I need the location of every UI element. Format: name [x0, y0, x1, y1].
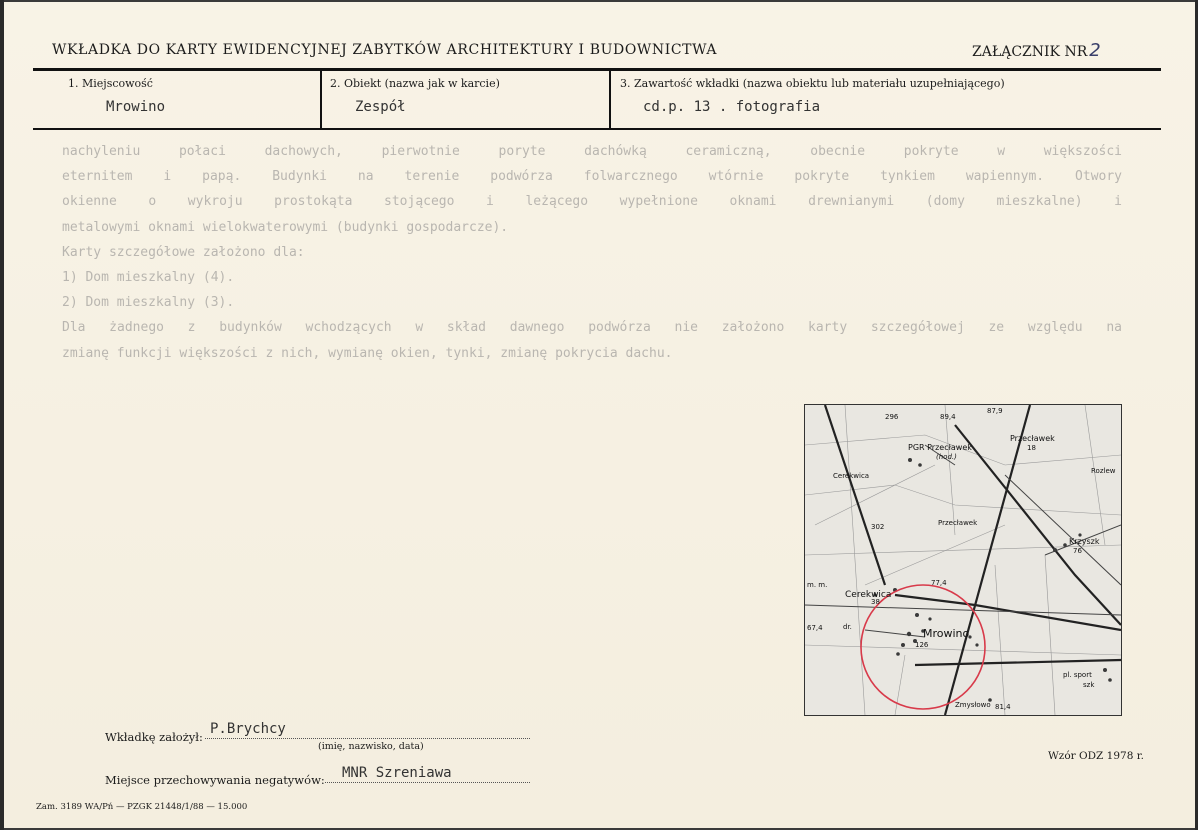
- body-line: Dla żadnego z budynków wchodzących w skład dawnego podwórza nie założono karty szczegółowej ze względu na: [62, 320, 1122, 336]
- body-line: nachyleniu połaci dachowych, pierwotnie poryte dachówką ceramiczną, obecnie pokryte w większości: [62, 144, 1122, 159]
- map-label-89: 89,4: [940, 413, 956, 421]
- map-label-szk: szk: [1083, 681, 1095, 689]
- map-label-plsport: pl. sport: [1063, 671, 1092, 679]
- map-label-przeclawek-mid: Przecławek: [938, 519, 978, 527]
- field-1-label: 1. Miejscowość: [68, 77, 153, 90]
- body-line: eternitem i papą. Budynki na terenie podwórza folwarcznego wtórnie pokryte tynkiem wapiennym. Otwory: [62, 169, 1122, 185]
- body-line: okienne o wykroju prostokąta stojącego i leżącego wypełnione oknami drewnianymi (domy mieszkalne) i: [62, 194, 1122, 210]
- border-top: [0, 0, 1198, 2]
- location-map: [804, 404, 1122, 716]
- map-label-mrowino-num: 126: [915, 641, 929, 649]
- map-label-przeclawek-num: 18: [1027, 444, 1036, 452]
- border-left: [0, 0, 4, 830]
- map-label-cerekwica: Cerekwica: [845, 590, 892, 600]
- signature-sublabel: (imię, nazwisko, data): [318, 741, 424, 752]
- map-label-mrowino: Mrowino: [923, 627, 970, 640]
- map-label-38: 38: [871, 598, 880, 606]
- map-label-81: 81,4: [995, 703, 1011, 711]
- map-label-pgr: PGR Przecławek: [908, 443, 972, 452]
- annex-label: [972, 40, 1101, 61]
- map-label-krzyszk: Krzyszk: [1069, 537, 1100, 546]
- column-divider-1: [320, 71, 322, 128]
- storage-line: [325, 782, 530, 783]
- header-rule-top: [33, 68, 1161, 71]
- body-line: 2) Dom mieszkalny (3).: [62, 295, 235, 311]
- map-drawing: [805, 405, 1121, 715]
- storage-label: Miejsce przechowywania negatywów:: [105, 773, 325, 787]
- map-label-774: 77,4: [931, 579, 947, 587]
- body-line: 1) Dom mieszkalny (4).: [62, 270, 235, 286]
- field-3-value: cd.p. 13 . fotografia: [643, 99, 821, 115]
- field-2-label: 2. Obiekt (nazwa jak w karcie): [330, 77, 500, 90]
- signature-line: [205, 738, 530, 739]
- field-3-label: 3. Zawartość wkładki (nazwa obiektu lub materiału uzupełniającego): [620, 77, 1005, 90]
- map-label-cerekwica-small: Cerekwica: [833, 472, 870, 480]
- map-label-87: 87,9: [987, 407, 1003, 415]
- header-rule-bottom: [33, 128, 1161, 130]
- description-text: [62, 139, 1122, 366]
- body-line: Karty szczegółowe założono dla:: [62, 244, 305, 260]
- map-label-674: 67,4: [807, 624, 823, 632]
- field-1-value: Mrowino: [106, 99, 166, 115]
- annex-label-text: ZAŁĄCZNIK NR: [972, 44, 1088, 60]
- field-2-value: Zespół: [355, 99, 406, 115]
- column-divider-2: [609, 71, 611, 128]
- map-label-dr: dr.: [843, 623, 852, 631]
- signature-value: P.Brychcy: [210, 721, 286, 737]
- form-title: WKŁADKA DO KARTY EWIDENCYJNEJ ZABYTKÓW ARCHITEKTURY I BUDOWNICTWA: [52, 42, 718, 58]
- map-label-przeclawek: Przecławek: [1010, 434, 1055, 443]
- print-footer: Zam. 3189 WA/Pń — PZGK 21448/1/88 — 15.000: [36, 802, 248, 812]
- settlements: [873, 458, 1111, 702]
- map-label-mm: m. m.: [807, 581, 828, 589]
- storage-value: MNR Szreniawa: [342, 765, 452, 781]
- annex-number: 2: [1089, 40, 1101, 61]
- map-label-296: 296: [885, 413, 899, 421]
- map-label-hod: (hod.): [936, 453, 957, 461]
- body-line: zmianę funkcji większości z nich, wymianę okien, tynki, zmianę pokrycia dachu.: [62, 345, 673, 361]
- map-label-rozlew: Rozlew: [1091, 467, 1116, 475]
- form-pattern: Wzór ODZ 1978 r.: [1048, 750, 1144, 762]
- map-label-302: 302: [871, 523, 885, 531]
- signature-label: Wkładkę założył:: [105, 730, 203, 744]
- map-label-zmyslowo: Zmysłowo: [955, 701, 991, 709]
- railway-lines: [825, 405, 1121, 715]
- body-line: metalowymi oknami wielokwaterowymi (budynki gospodarcze).: [62, 219, 509, 235]
- map-label-krzyszk-num: 76: [1073, 547, 1082, 555]
